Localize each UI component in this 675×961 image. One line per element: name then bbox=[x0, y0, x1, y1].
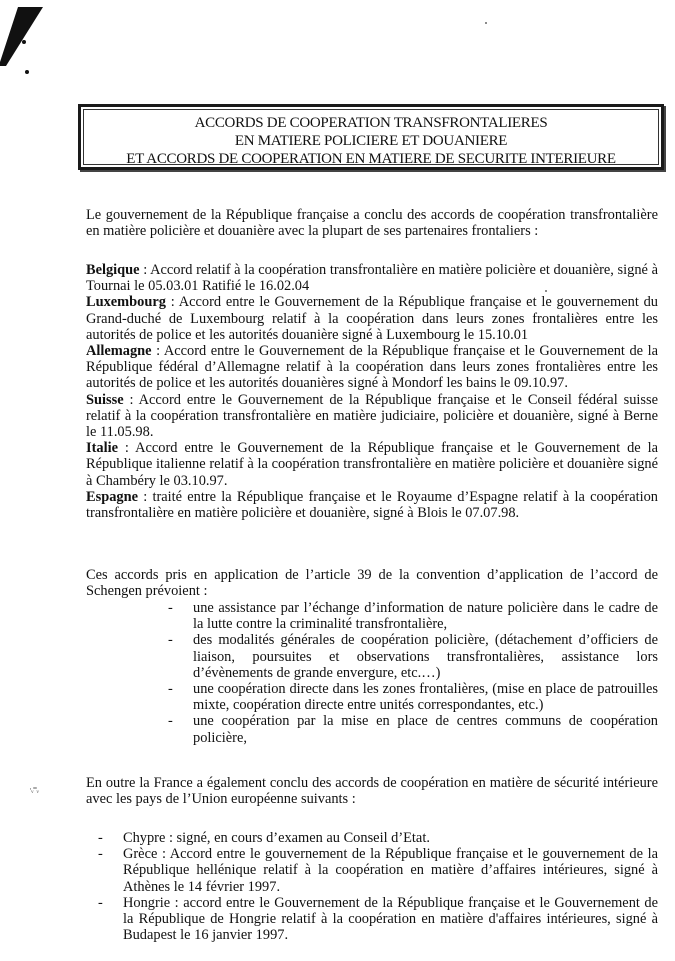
schengen-point bbox=[168, 681, 658, 713]
page-corner-mark-icon bbox=[0, 4, 45, 66]
schengen-paragraph: Ces accords pris en application de l’article 39 de la convention d’application de l’accord de Schengen prévoient : bbox=[86, 567, 658, 600]
accord-espagne bbox=[86, 489, 658, 521]
intro-paragraph: Le gouvernement de la République française a conclu des accords de coopération transfrontalière en matière policière et douanière avec la plupart de ses partenaires frontaliers : bbox=[86, 207, 658, 240]
document-title-box bbox=[78, 104, 664, 170]
eu-accord-hongrie bbox=[98, 895, 658, 944]
eu-accords-paragraph: En outre la France a également conclu des accords de coopération en matière de sécurité intérieure avec les pays de l’Union européenne suivants : bbox=[86, 775, 658, 808]
schengen-point-text: des modalités générales de coopération policière, (détachement d’officiers de liaison, poursuites et observations transfrontalières, assistance lors d’évènements de grande envergure, etc.…) bbox=[193, 632, 658, 681]
scan-speck bbox=[485, 22, 487, 24]
accord-country: Luxembourg bbox=[86, 294, 166, 311]
title-line-3: ET ACCORDS DE COOPERATION EN MATIERE DE SECURITE INTERIEURE bbox=[126, 151, 616, 167]
accord-country: Suisse bbox=[86, 391, 124, 408]
dash-bullet-icon: - bbox=[98, 894, 103, 911]
dash-bullet-icon: - bbox=[98, 830, 103, 846]
margin-note: ·ᵥ⁼ᵥ bbox=[29, 784, 39, 794]
dash-bullet-icon: - bbox=[168, 632, 173, 649]
accord-country: Allemagne bbox=[86, 343, 152, 360]
schengen-point bbox=[168, 600, 658, 632]
schengen-point-text: une coopération par la mise en place de centres communs de coopération policière, bbox=[193, 713, 658, 746]
schengen-point-text: une assistance par l’échange d’information de nature policière dans le cadre de la lutte contre la criminalité transfrontalière, bbox=[193, 600, 658, 633]
eu-accord-text: Grèce : Accord entre le gouvernement de la République française et le gouvernement de la République hellénique relatif à la coopération en matière d’affaires intérieures, signé à Athènes le 14 février 1997. bbox=[123, 846, 658, 895]
document-title-inner bbox=[83, 109, 659, 165]
schengen-points-list bbox=[168, 600, 658, 746]
accord-country: Espagne bbox=[86, 488, 138, 505]
eu-accords-list bbox=[98, 830, 658, 943]
accord-italie bbox=[86, 440, 658, 489]
eu-accord-text: Chypre : signé, en cours d’examen au Conseil d’Etat. bbox=[123, 830, 430, 846]
border-accords-list bbox=[86, 262, 658, 521]
scan-speck bbox=[25, 70, 29, 74]
accord-country: Italie bbox=[86, 440, 118, 457]
dash-bullet-icon: - bbox=[98, 846, 103, 863]
accord-text: : traité entre la République française et le Royaume d’Espagne relatif à la coopération transfrontalière en matière policière et douanière, signé à Blois le 07.07.98. bbox=[86, 488, 658, 522]
eu-accord-grece bbox=[98, 846, 658, 895]
accord-text: : Accord entre le Gouvernement de la République française et le gouvernement du Grand-duché de Luxembourg relatif à la coopération dans leurs zones frontalières entre les autorités de police et les autorités douanière signé à Luxembourg le 15.10.01 bbox=[86, 294, 658, 343]
accord-luxembourg bbox=[86, 294, 658, 343]
eu-accord-chypre bbox=[98, 830, 658, 846]
schengen-point-text: une coopération directe dans les zones frontalières, (mise en place de patrouilles mixte, coopération directe entre unités correspondantes, etc.) bbox=[193, 681, 658, 714]
accord-belgique bbox=[86, 262, 658, 294]
scan-speck bbox=[22, 40, 26, 44]
accord-text: : Accord relatif à la coopération transfrontalière en matière policière et douanière, signé à Tournai le 05.03.01 Ratifié le 16.02.04 bbox=[86, 262, 658, 295]
schengen-point bbox=[168, 632, 658, 681]
accord-text: : Accord entre le Gouvernement de la République française et le Gouvernement de la République italienne relatif à la coopération transfrontalière en matière policière et douanière signé à Chambéry le 03.10.97. bbox=[86, 440, 658, 489]
accord-allemagne bbox=[86, 343, 658, 392]
title-line-1: ACCORDS DE COOPERATION TRANSFRONTALIERES bbox=[194, 115, 548, 131]
accord-country: Belgique bbox=[86, 262, 140, 278]
accord-suisse bbox=[86, 392, 658, 441]
schengen-point bbox=[168, 713, 658, 745]
dash-bullet-icon: - bbox=[168, 713, 173, 730]
accord-text: : Accord entre le Gouvernement de la République française et le Conseil fédéral suisse relatif à la coopération transfrontalière en matière judiciaire, policière et douanière, signé à Berne le 11.05.98. bbox=[86, 391, 658, 441]
dash-bullet-icon: - bbox=[168, 681, 173, 698]
title-line-2: EN MATIERE POLICIERE ET DOUANIERE bbox=[234, 133, 508, 149]
accord-text: : Accord entre le Gouvernement de la République française et le Gouvernement de la République fédéral d’Allemagne relatif à la coopération dans leurs zones frontalières entre les autorités de police et les autorités douanières signé à Mondorf les bains le 09.10.97. bbox=[86, 343, 658, 392]
dash-bullet-icon: - bbox=[168, 600, 173, 616]
eu-accord-text: Hongrie : accord entre le Gouvernement de la République française et le Gouvernement de la République de Hongrie relatif à la coopération en matière d'affaires intérieures, signé à Budapest le 16 janvier 1997. bbox=[123, 894, 658, 944]
